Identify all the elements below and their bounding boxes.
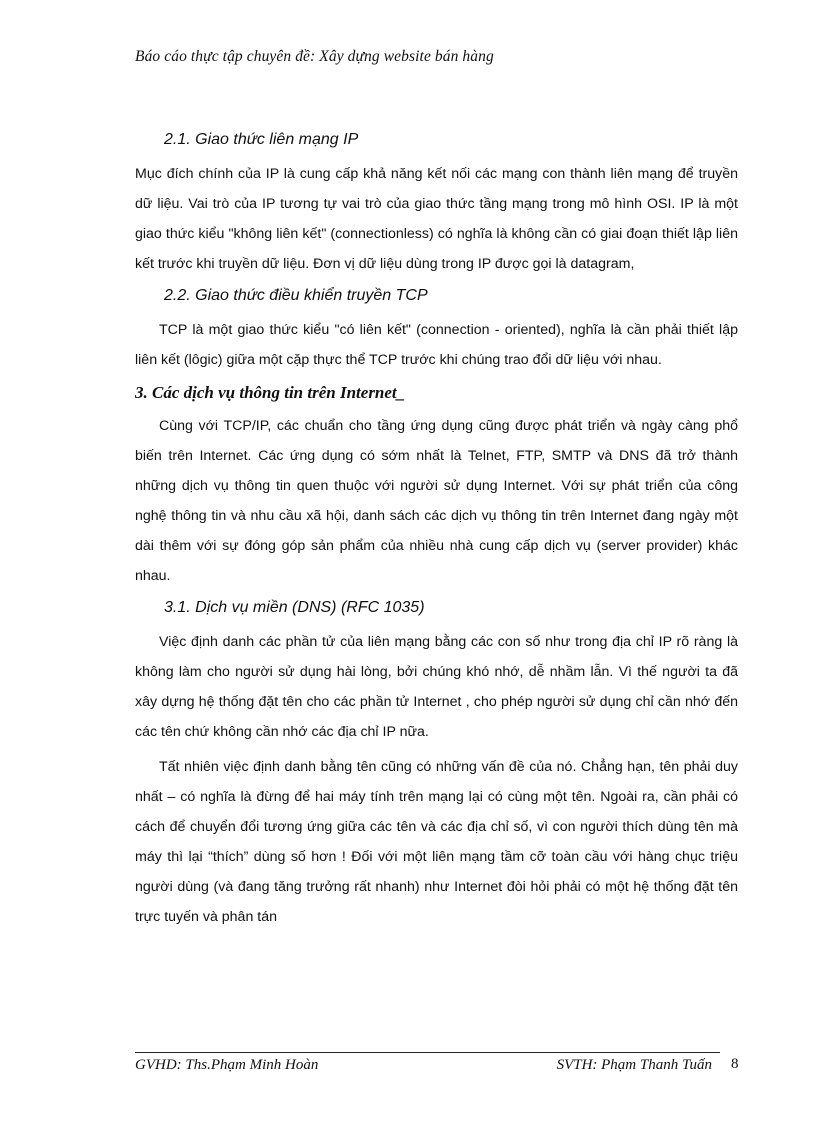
page-header: Báo cáo thực tập chuyên đề: Xây dựng website bán hàng <box>135 48 494 65</box>
section-3-1-paragraph-2: Tất nhiên việc định danh bằng tên cũng có những vấn đề của nó. Chẳng hạn, tên phải duy nhất – có nghĩa là đừng để hai máy tính trên mạng lại có cùng một tên. Ngoài ra, cần phải có cách để chuyển đổi tương ứng giữa các tên và các địa chỉ số, vì con người thích dùng tên mà máy thì lại “thích” dùng số hơn ! Đối với một liên mạng tầm cỡ toàn cầu với hàng chục triệu người dùng (và đang tăng trưởng rất nhanh) như Internet đòi hỏi phải có một hệ thống đặt tên trực tuyến và phân tán <box>135 759 738 925</box>
section-3-heading: 3. Các dịch vụ thông tin trên Internet_ <box>135 383 406 402</box>
footer-supervisor: GVHD: Ths.Phạm Minh Hoàn <box>135 1057 319 1073</box>
section-3-paragraph: Cùng với TCP/IP, các chuẩn cho tầng ứng dụng cũng được phát triển và ngày càng phổ biến trên Internet. Các ứng dụng có sớm nhất là Telnet, FTP, SMTP và DNS đã trở thành những dịch vụ thông tin quen thuộc với người sử dụng Internet. Với sự phát triển của công nghệ thông tin và nhu cầu xã hội, danh sách các dịch vụ thông tin trên Internet đang ngày một dài thêm với sự đóng góp sản phẩm của nhiều nhà cung cấp dịch vụ (server provider) khác nhau. <box>135 418 738 584</box>
section-2-2-paragraph: TCP là một giao thức kiểu "có liên kết" (connection - oriented), nghĩa là cần phải thiết lập liên kết (lôgic) giữa một cặp thực thể TCP trước khi chúng trao đổi dữ liệu với nhau. <box>135 322 738 368</box>
section-2-1-paragraph: Mục đích chính của IP là cung cấp khả năng kết nối các mạng con thành liên mạng để truyền dữ liệu. Vai trò của IP tương tự vai trò của giao thức tầng mạng trong mô hình OSI. IP là một giao thức kiểu "không liên kết" (connectionless) có nghĩa là không cần có giai đoạn thiết lập liên kết trước khi truyền dữ liệu. Đơn vị dữ liệu dùng trong IP được gọi là datagram, <box>135 166 738 272</box>
section-3-1-paragraph-1: Việc định danh các phần tử của liên mạng bằng các con số như trong địa chỉ IP rõ ràng là không làm cho người sử dụng hài lòng, bởi chúng khó nhớ, dễ nhầm lẫn. Vì thế người ta đã xây dựng hệ thống đặt tên cho các phần tử Internet , cho phép người sử dụng chỉ cần nhớ đến các tên chứ không cần nhớ các địa chỉ IP nữa. <box>135 634 738 740</box>
document-body <box>135 128 738 937</box>
page-footer <box>135 1052 720 1078</box>
page-number: 8 <box>731 1056 739 1072</box>
section-2-1-heading: 2.1. Giao thức liên mạng IP <box>164 131 359 148</box>
section-3-1-heading: 3.1. Dịch vụ miền (DNS) (RFC 1035) <box>164 599 425 616</box>
footer-student: SVTH: Phạm Thanh Tuấn <box>556 1057 712 1073</box>
section-2-2-heading: 2.2. Giao thức điều khiển truyền TCP <box>164 287 428 304</box>
